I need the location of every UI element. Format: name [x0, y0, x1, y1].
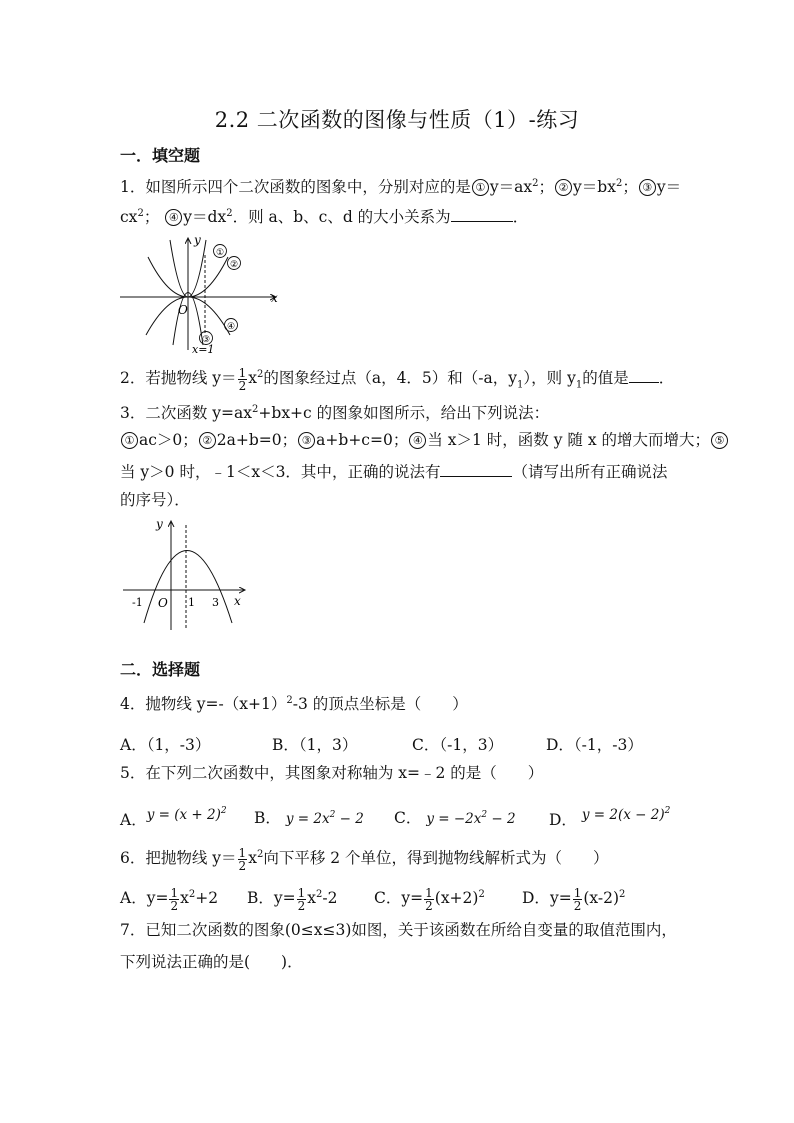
- frac-num: 1: [170, 885, 179, 900]
- q1-sep: ；: [143, 208, 160, 227]
- circle-1: ①: [472, 179, 489, 196]
- q2-sub: 1: [517, 379, 524, 391]
- q1-sep: ；: [538, 178, 555, 197]
- q3-text-rest: +bx+c 的图象如图所示，给出下列说法：: [258, 404, 550, 423]
- q7-line2: 下列说法正确的是( )．: [120, 953, 303, 971]
- circle-3: ③: [639, 179, 656, 196]
- q1-exp-d: 2: [226, 208, 233, 219]
- q1-figure: [118, 230, 283, 355]
- q1-question: ．则 a、b、c、d 的大小关系为: [232, 208, 451, 227]
- circle-2: ②: [555, 179, 572, 196]
- option-expr: y = 2(x − 2): [581, 807, 665, 823]
- fraction-half: [169, 887, 179, 912]
- tick-3: 3: [212, 596, 219, 609]
- q3-line4: [120, 489, 190, 511]
- q3-text-3b: （请写出所有正确说法: [512, 463, 668, 481]
- curve-label-3: ③: [201, 335, 211, 345]
- option-exp: 2: [481, 809, 488, 820]
- answer-blank[interactable]: [451, 204, 513, 222]
- curve-label-2: ②: [229, 260, 239, 270]
- frac-num: 1: [238, 365, 247, 380]
- option-pre: y=: [401, 889, 424, 907]
- q2-exp: 2: [256, 369, 264, 380]
- frac-den: 2: [170, 898, 179, 913]
- q1-expr-b: y＝bx: [573, 178, 616, 197]
- q3-number: 3．: [120, 404, 146, 423]
- q6-x: x: [248, 849, 257, 868]
- tick-1: 1: [188, 596, 195, 609]
- q1-expr-c2: cx: [120, 208, 138, 227]
- q3-stmt-1: ac＞0；: [139, 431, 198, 449]
- q2-sub: 1: [575, 379, 583, 391]
- fraction-half: [238, 847, 248, 872]
- q1-line2: [120, 203, 528, 228]
- option-exp: 2: [329, 809, 336, 820]
- q3-text-4: 的序号）．: [120, 491, 190, 509]
- origin-label: O: [178, 303, 188, 317]
- fraction-half: [297, 887, 307, 912]
- q3-line1: [120, 399, 549, 424]
- q5-option-a[interactable]: [120, 806, 227, 830]
- q6-exp: 2: [256, 849, 264, 860]
- q7-line1: 7．已知二次函数的图象(0≤x≤3)如图，关于该函数在所给自变量的取值范围内，: [120, 921, 677, 939]
- y-label: y: [156, 517, 163, 531]
- q3-line2: [120, 429, 729, 451]
- q1-expr-d: y＝dx: [183, 208, 227, 227]
- fraction-half: [424, 887, 434, 912]
- option-expr: y = (x + 2): [146, 807, 221, 823]
- q6-text-c: 向下平移 2 个单位，得到抛物线解析式为（ ）: [263, 849, 609, 868]
- fraction-half: [238, 367, 248, 392]
- origin-label: O: [158, 596, 168, 610]
- q3-line3: [120, 459, 667, 483]
- q5-stem: 5．在下列二次函数中，其图象对称轴为 x=﹣2 的是（ ）: [120, 764, 544, 782]
- section-multiple-choice: 二．选择题: [120, 660, 201, 679]
- q2-text-d: ），则 y: [523, 369, 576, 388]
- q1-end: ．: [512, 208, 529, 227]
- option-post: (x-2): [583, 889, 619, 907]
- section-fill-in: 一．填空题: [120, 146, 201, 165]
- q3-exp: 2: [252, 404, 259, 415]
- circle-5: ⑤: [711, 432, 728, 449]
- q2-x: x: [248, 369, 257, 388]
- q6-option-b[interactable]: [247, 886, 338, 912]
- option-exp: 2: [619, 888, 626, 900]
- q6-text-a: 6．把抛物线 y＝: [120, 849, 237, 868]
- option-tail: +2: [195, 889, 219, 907]
- q3-stmt-4: 当 x＞1 时，函数 y 随 x 的增大而增大；: [427, 431, 711, 449]
- option-exp: 2: [188, 888, 196, 900]
- q1-number: 1．: [120, 178, 146, 197]
- option-label: B．: [247, 889, 274, 907]
- frac-num: 1: [573, 885, 582, 900]
- q1-text: 如图所示四个二次函数的图象中，分别对应的是: [145, 178, 471, 197]
- frac-den: 2: [297, 898, 306, 913]
- y-label: y: [194, 233, 201, 247]
- q1-expr-a: y＝ax: [489, 178, 533, 197]
- q4-exp: 2: [286, 695, 293, 706]
- circle-4: ④: [409, 432, 426, 449]
- parabola: [144, 551, 232, 624]
- q5-option-d[interactable]: [549, 806, 670, 830]
- option-exp: 2: [664, 806, 671, 816]
- answer-blank[interactable]: [440, 459, 512, 477]
- q1-expr-c: y＝: [656, 178, 682, 197]
- frac-den: 2: [238, 378, 247, 393]
- frac-den: 2: [573, 898, 582, 913]
- option-label: C．: [374, 889, 402, 907]
- q4-option-a[interactable]: A．（1，-3）: [120, 736, 211, 754]
- q4-text-b: -3 的顶点坐标是（ ）: [292, 695, 468, 714]
- q4-text: 4．抛物线 y=-（x+1）: [120, 695, 287, 714]
- circle-2: ②: [199, 432, 216, 449]
- frac-num: 1: [425, 885, 433, 900]
- page-title: 2.2 二次函数的图像与性质（1）-练习: [214, 108, 580, 132]
- option-label: D．: [549, 811, 577, 829]
- option-label: D．: [522, 889, 550, 907]
- option-label: A．: [120, 889, 147, 907]
- q2-text-c: 的图象经过点（a，4．5）和（-a，y: [263, 369, 518, 388]
- q6-option-d[interactable]: [522, 886, 625, 912]
- x-label: x: [234, 594, 241, 608]
- fraction-half: [573, 887, 583, 912]
- q3-stmt-3: a+b+c=0；: [316, 431, 409, 449]
- option-post: (x+2): [434, 889, 479, 907]
- option-expr: y = 2x: [285, 811, 330, 827]
- option-tail: − 2: [487, 811, 516, 827]
- q2-text-e: 的值是: [582, 369, 629, 388]
- q5-option-c[interactable]: [394, 806, 516, 828]
- q4-stem: [120, 690, 468, 715]
- q1-sep: ；: [622, 178, 638, 197]
- option-post: x: [307, 889, 317, 907]
- option-label: C．: [394, 809, 422, 827]
- frac-den: 2: [238, 858, 247, 873]
- option-label: B．: [254, 809, 281, 827]
- frac-num: 1: [297, 885, 306, 900]
- q1-line1: [120, 173, 681, 198]
- answer-blank[interactable]: [629, 365, 659, 383]
- q4-option-d[interactable]: D．（-1，-3）: [546, 736, 643, 754]
- circle-1: ①: [121, 432, 138, 449]
- q2-text-a: 若抛物线 y＝: [145, 369, 237, 388]
- circle-4: ④: [165, 209, 182, 226]
- q6-stem: [120, 844, 609, 872]
- q2-end: ．: [658, 369, 675, 388]
- option-tail: − 2: [335, 811, 364, 827]
- q3-stmt-2: 2a+b=0；: [216, 431, 298, 449]
- x-label: x: [271, 291, 278, 305]
- q4-option-c[interactable]: C．（-1，3）: [412, 736, 504, 754]
- q3-figure: [120, 515, 250, 633]
- q1-exp-c: 2: [137, 208, 144, 219]
- q3-text: 二次函数 y=ax: [145, 404, 253, 423]
- curve-label-1: ①: [215, 248, 225, 258]
- option-exp: 2: [478, 888, 485, 900]
- q1-exp-a: 2: [532, 178, 539, 189]
- q4-option-b[interactable]: B．（1，3）: [272, 736, 358, 754]
- option-exp: 2: [316, 888, 323, 900]
- option-label: A．: [120, 811, 147, 829]
- x1-label: x=1: [192, 343, 215, 355]
- q2-number: 2．: [120, 369, 146, 388]
- circle-3: ③: [298, 432, 315, 449]
- option-expr: y = −2x: [426, 811, 482, 827]
- option-pre: y=: [146, 889, 169, 907]
- option-exp: 2: [220, 806, 227, 816]
- q1-exp-b: 2: [615, 178, 623, 189]
- frac-num: 1: [238, 845, 247, 860]
- option-pre: y=: [549, 889, 572, 907]
- tick-minus-1: -1: [132, 596, 143, 609]
- q2-line: [120, 364, 674, 396]
- option-tail: -2: [322, 889, 338, 907]
- curve-label-4: ④: [226, 322, 236, 332]
- q5-option-b[interactable]: [254, 806, 364, 828]
- q6-option-c[interactable]: [374, 886, 485, 912]
- q3-text-3a: 当 y＞0 时，﹣1＜x＜3．其中，正确的说法有: [120, 463, 441, 481]
- option-pre: y=: [273, 889, 296, 907]
- q6-option-a[interactable]: [120, 886, 218, 912]
- frac-den: 2: [425, 898, 433, 913]
- option-post: x: [180, 889, 189, 907]
